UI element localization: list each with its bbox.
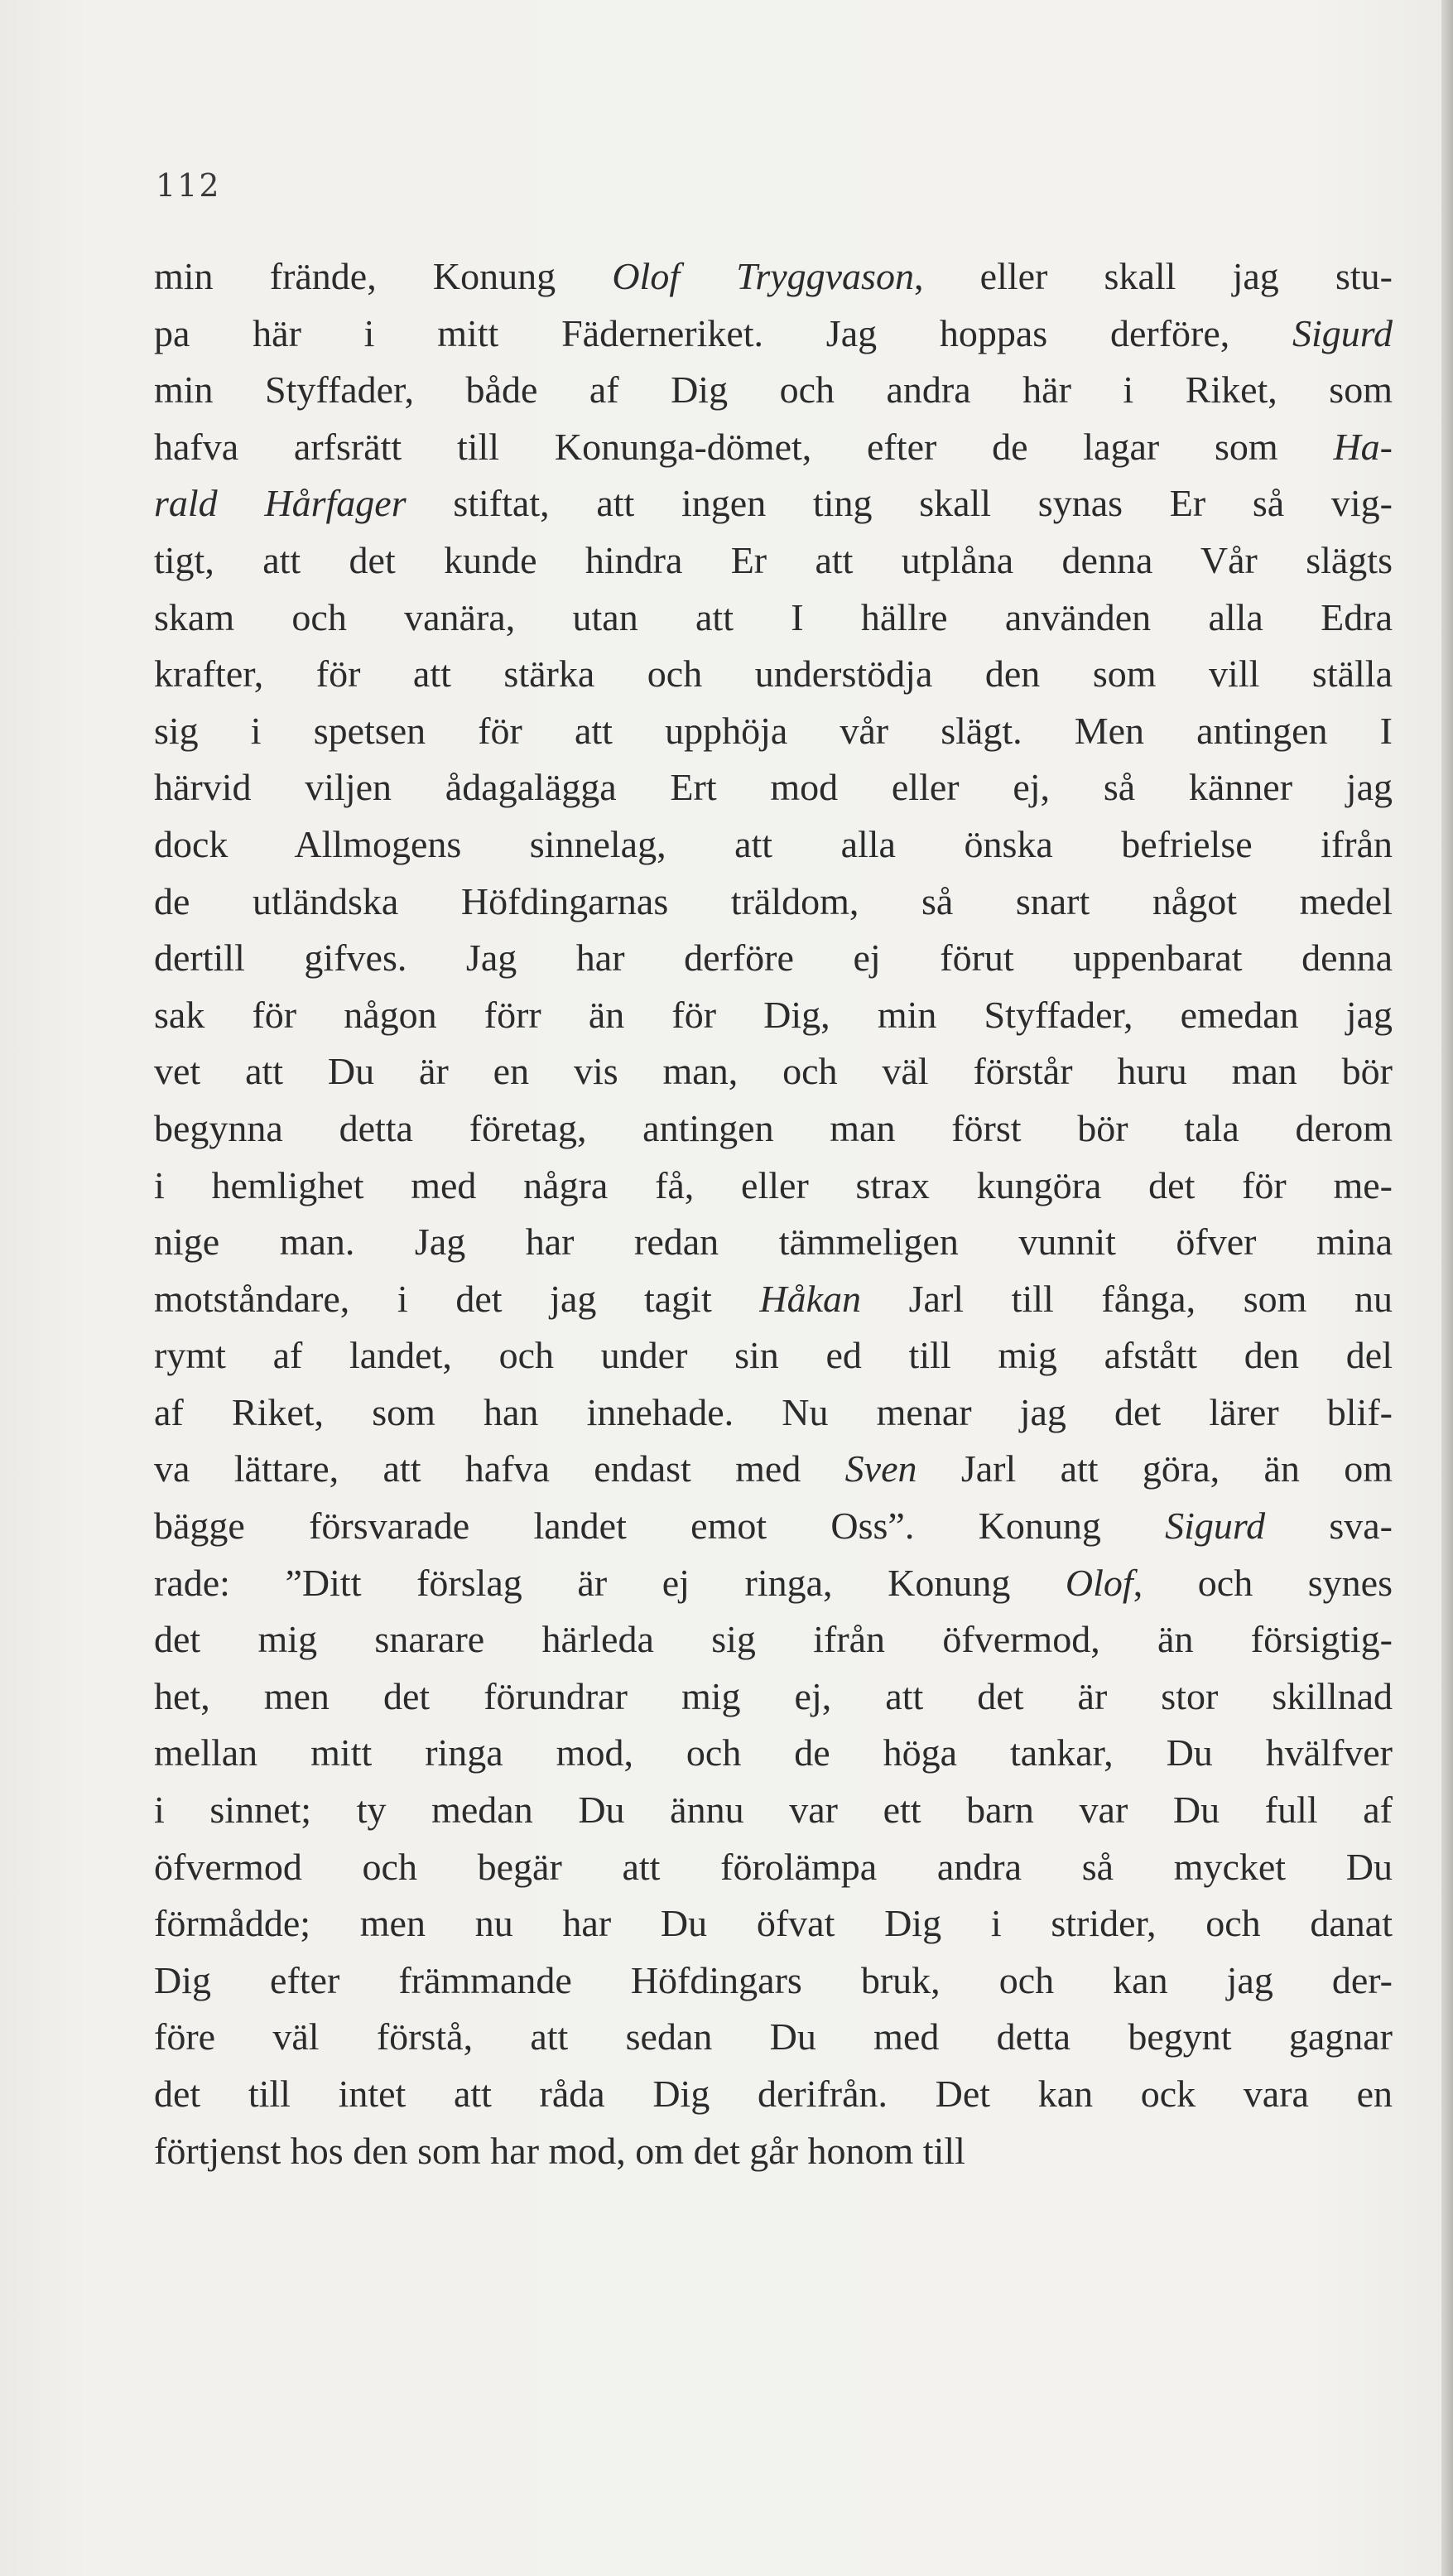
text-run: Jarl till fånga, som nu xyxy=(861,1277,1393,1320)
text-line xyxy=(154,1384,1393,1442)
text-run: förtjenst hos den som har mod, om det går honom till xyxy=(154,2129,965,2172)
text-line xyxy=(154,1043,1393,1100)
text-line xyxy=(154,703,1393,760)
italic-name: rald Hårfager xyxy=(154,482,407,525)
text-run: , och synes xyxy=(1133,1561,1393,1604)
text-line xyxy=(154,1158,1393,1215)
italic-name: Sven xyxy=(844,1447,917,1490)
text-run: bägge försvarade landet emot Oss”. Konung xyxy=(154,1505,1166,1548)
text-run: härvid viljen ådagalägga Ert mod eller ej, så känner jag xyxy=(154,766,1393,809)
text-run: vet att Du är en vis man, och väl förstår huru man bör xyxy=(154,1050,1393,1093)
text-run: det till intet att råda Dig derifrån. Det kan ock vara en xyxy=(154,2073,1393,2115)
text-line xyxy=(154,1668,1393,1726)
text-run: de utländska Höfdingarnas träldom, så snart något medel xyxy=(154,879,1393,922)
text-run: sak för någon förr än för Dig, min Styffader, emedan jag xyxy=(154,993,1393,1036)
text-run: motståndare, i det jag tagit xyxy=(154,1277,760,1320)
text-run: het, men det förundrar mig ej, att det är stor skillnad xyxy=(154,1674,1393,1717)
text-line xyxy=(154,475,1393,532)
italic-name: Ha- xyxy=(1333,425,1393,468)
text-run: begynna detta företag, antingen man först bör tala derom xyxy=(154,1106,1393,1149)
text-line xyxy=(154,419,1393,476)
text-run: skam och vanära, utan att I hällre använden alla Edra xyxy=(154,595,1393,638)
italic-name: Olof xyxy=(1065,1561,1133,1604)
text-run: mellan mitt ringa mod, och de höga tankar, Du hvälfver xyxy=(154,1731,1393,1774)
text-line xyxy=(154,1441,1393,1498)
text-line xyxy=(154,1611,1393,1668)
text-run: i hemlighet med några få, eller strax kungöra det för me- xyxy=(154,1163,1393,1206)
text-run: det mig snarare härleda sig ifrån öfvermod, än försigtig- xyxy=(154,1618,1393,1661)
italic-name: Olof Tryggvason xyxy=(612,255,914,297)
text-line xyxy=(154,1271,1393,1328)
text-line xyxy=(154,1952,1393,2010)
italic-name: Sigurd xyxy=(1292,311,1393,354)
text-run: va lättare, att hafva endast med xyxy=(154,1447,845,1490)
text-line xyxy=(154,2066,1393,2123)
text-line xyxy=(154,362,1393,419)
text-line xyxy=(154,248,1393,306)
text-line xyxy=(154,1725,1393,1782)
text-run: rade: ”Ditt förslag är ej ringa, Konung xyxy=(154,1561,1066,1604)
text-line xyxy=(154,930,1393,987)
text-run: sva- xyxy=(1265,1505,1393,1548)
text-run: krafter, för att stärka och understödja den som vill ställa xyxy=(154,652,1393,696)
text-line xyxy=(154,306,1393,363)
text-run: af Riket, som han innehade. Nu menar jag det lärer blif- xyxy=(154,1390,1393,1433)
text-run: stiftat, att ingen ting skall synas Er så vig- xyxy=(406,482,1393,525)
page-number: 112 xyxy=(156,167,221,204)
text-line xyxy=(154,1100,1393,1158)
text-run: Jarl att göra, än om xyxy=(917,1447,1393,1490)
italic-name: Håkan xyxy=(759,1277,862,1320)
text-run: före väl förstå, att sedan Du med detta begynt gagnar xyxy=(154,2015,1393,2058)
text-line xyxy=(154,987,1393,1044)
text-run: pa här i mitt Fäderneriket. Jag hoppas derföre, xyxy=(154,311,1293,354)
text-run: nige man. Jag har redan tämmeligen vunnit öfver mina xyxy=(154,1221,1393,1264)
text-line xyxy=(154,2123,1393,2180)
text-line xyxy=(154,1498,1393,1555)
text-run: dock Allmogens sinnelag, att alla önska befrielse ifrån xyxy=(154,822,1393,865)
text-line xyxy=(154,590,1393,647)
text-run: sig i spetsen för att upphöja vår slägt. Men antingen I xyxy=(154,709,1393,752)
text-run: tigt, att det kunde hindra Er att utplåna denna Vår slägts xyxy=(154,538,1393,581)
text-line xyxy=(154,532,1393,590)
text-line xyxy=(154,759,1393,816)
text-run: dertill gifves. Jag har derföre ej förut uppenbarat denna xyxy=(154,937,1393,980)
text-run: rymt af landet, och under sin ed till mig afstått den del xyxy=(154,1334,1393,1377)
text-run: Dig efter främmande Höfdingars bruk, och kan jag der- xyxy=(154,1958,1393,2001)
text-run: , eller skall jag stu- xyxy=(913,255,1393,297)
italic-name: Sigurd xyxy=(1165,1505,1266,1548)
text-line xyxy=(154,1327,1393,1384)
page-edge-shadow xyxy=(1441,0,1453,2576)
body-text xyxy=(154,248,1393,2179)
text-line xyxy=(154,816,1393,874)
text-line xyxy=(154,2009,1393,2066)
text-line xyxy=(154,1782,1393,1839)
text-run: i sinnet; ty medan Du ännu var ett barn var Du full af xyxy=(154,1789,1393,1832)
text-run: hafva arfsrätt till Konunga-dömet, efter de lagar som xyxy=(154,425,1334,468)
text-run: öfvermod och begär att förolämpa andra så mycket Du xyxy=(154,1845,1393,1888)
text-run: förmådde; men nu har Du öfvat Dig i strider, och danat xyxy=(154,1902,1393,1945)
text-line xyxy=(154,874,1393,931)
text-run: min frände, Konung xyxy=(154,255,613,297)
text-line xyxy=(154,1895,1393,1952)
text-run: min Styffader, både af Dig och andra här i Riket, som xyxy=(154,368,1393,412)
text-line xyxy=(154,1839,1393,1896)
text-line xyxy=(154,1555,1393,1612)
text-line xyxy=(154,1214,1393,1271)
text-line xyxy=(154,646,1393,703)
